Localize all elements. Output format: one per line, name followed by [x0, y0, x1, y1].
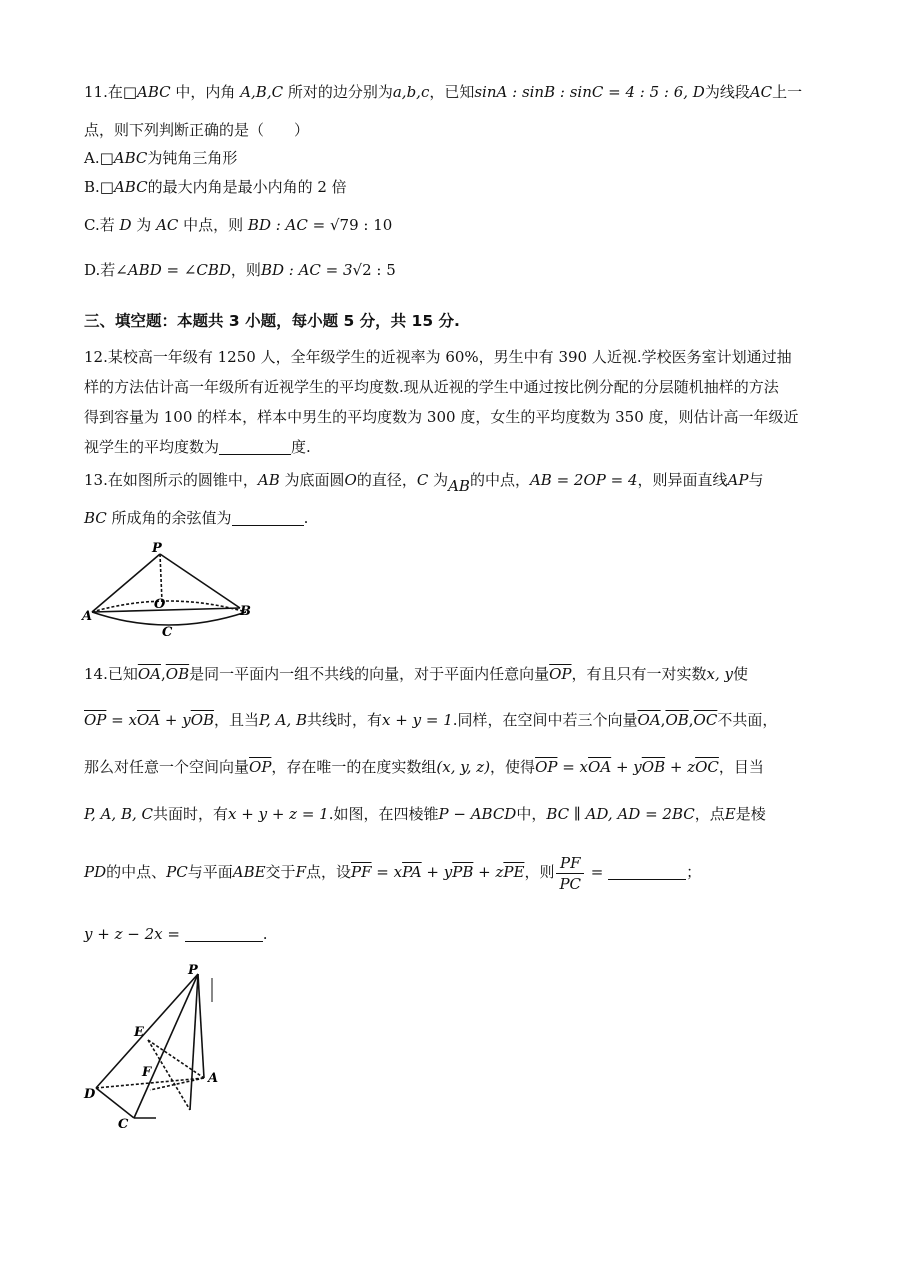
q14-vector: $\overline{OB}$ [165, 665, 190, 683]
q14-segment: PC [166, 863, 188, 881]
q14-segment: PD [84, 863, 107, 881]
q13-answer-blank[interactable] [232, 509, 304, 526]
pyramid-edge-pa [198, 974, 204, 1078]
option-angle: ∠ABD = ∠CBD [115, 261, 231, 279]
cone-diameter-ab [92, 608, 240, 612]
q14-text: 是棱 [735, 805, 766, 823]
option-expr: BD : AC = 3 [260, 261, 353, 279]
q14-plane: ABE [232, 863, 266, 881]
q14-text: ，目当 [718, 758, 764, 776]
pyramid-label-c: C [118, 1117, 129, 1130]
q13-text: 与 [748, 471, 764, 489]
q14-text: .如图，在四棱锥 [328, 805, 439, 823]
q12-line3: 得到容量为 100 的样本，样本中男生的平均度数为 300 度，女生的平均度数为 350 度，则估计高一年级近 [84, 408, 799, 426]
q12-line1: 12.某校高一年级有 1250 人，全年级学生的近视率为 60%，男生中有 390 人近视.学校医务室计划通过抽 [84, 348, 792, 366]
option-triangle: ABC [113, 178, 148, 196]
option-triangle: ABC [113, 149, 148, 167]
q14-pyramid: P − ABCD [438, 805, 517, 823]
pyramid-label-f: F [142, 1065, 152, 1080]
q11-text: ，已知 [429, 83, 475, 101]
q11-text: 上一 [772, 83, 803, 101]
q13-line2 [84, 506, 308, 530]
option-text: 为 [131, 216, 157, 234]
q12-line4 [84, 435, 311, 459]
pyramid-segment-ea [148, 1040, 204, 1078]
q14-text: 共面时，有 [153, 805, 229, 823]
q14-text: .同样，在空间中若三个向量 [452, 711, 638, 729]
q14-text: ； [686, 863, 702, 881]
q11-stem-line2: 点，则下列判断正确的是（ ） [84, 121, 310, 139]
q11-number: 11.在□ [84, 83, 138, 101]
cone-base-front-arc [92, 612, 246, 625]
q13-text: 所成角的余弦值为 [106, 509, 232, 527]
q13-point: O [344, 471, 357, 489]
q11-stem-line1 [84, 80, 802, 104]
option-label: C.若 [84, 216, 120, 234]
q14-vector: $\overline{OP}$ [84, 711, 107, 729]
q13-text: 为底面圆 [279, 471, 345, 489]
option-root: √79 [329, 216, 359, 234]
q14-text: , [161, 665, 166, 683]
cone-figure [80, 540, 260, 640]
q14-text: ，有且只有一对实数 [571, 665, 707, 683]
pyramid-edge-dc [96, 1088, 134, 1118]
q11-text: 所对的边分别为 [283, 83, 393, 101]
q14-line3 [84, 755, 764, 779]
q14-text: ，且当 [214, 711, 260, 729]
option-root: √2 [352, 261, 372, 279]
q14-vector: $\overline{PA}$ [402, 863, 422, 881]
cone-label-b: B [240, 604, 251, 619]
q14-answer-blank-2[interactable] [185, 925, 263, 942]
q14-line5 [84, 852, 701, 894]
option-text: ，则 [230, 261, 261, 279]
cone-edge-pa [92, 554, 160, 612]
q11-triangle: ABC [137, 83, 171, 101]
q14-vector: $\overline{OA}$ [588, 758, 612, 776]
pyramid-label-a: A [208, 1071, 219, 1086]
pyramid-label-p: P [188, 963, 198, 978]
q14-vector: $\overline{OC}$ [695, 758, 719, 776]
q14-expr: + y [611, 758, 642, 776]
pyramid-figure [80, 960, 240, 1130]
q14-text: = [586, 863, 609, 881]
q14-text: 不共面， [717, 711, 778, 729]
q11-option-c[interactable] [84, 213, 392, 237]
q14-answer-blank-1[interactable] [608, 863, 686, 880]
q12-line2: 样的方法估计高一年级所有近视学生的平均度数.现从近视的学生中通过按比例分配的分层随机抽样的方法 [84, 378, 779, 396]
q11-option-b[interactable] [84, 175, 347, 199]
q14-expr: x + y + z = 1 [228, 805, 329, 823]
option-label: A.□ [84, 149, 114, 167]
fraction-numerator: PF [556, 853, 584, 874]
cone-label-c: C [162, 625, 173, 640]
q14-expr: = x [557, 758, 589, 776]
q13-point: C [416, 471, 429, 489]
q13-text: 的直径， [356, 471, 417, 489]
q14-vector: $\overline{OP}$ [535, 758, 558, 776]
q14-text: . [262, 925, 268, 943]
option-text: 的最大内角是最小内角的 2 倍 [147, 178, 347, 196]
cone-height-po [160, 554, 162, 602]
q11-text: 为线段 [704, 83, 750, 101]
q14-expr: + y [421, 863, 453, 881]
pyramid-edge-pb [190, 974, 198, 1110]
q14-expr: = x [106, 711, 137, 729]
q14-text: 的中点、 [106, 863, 167, 881]
q14-vector: $\overline{OB}$ [190, 711, 215, 729]
pyramid-label-e: E [134, 1025, 144, 1040]
q11-ratio: sinA : sinB : sinC = 4 : 5 : 6, D [474, 83, 705, 101]
q14-vector: $\overline{OC}$ [693, 711, 718, 729]
q11-angles: A,B,C [240, 83, 284, 101]
option-segment: AC [156, 216, 179, 234]
q14-vector: $\overline{OB}$ [641, 758, 666, 776]
q14-line1 [84, 662, 748, 686]
q12-answer-blank[interactable] [219, 438, 291, 455]
q14-fraction [556, 853, 584, 894]
q14-expr: = x [371, 863, 403, 881]
q14-vars: x, y [706, 665, 734, 683]
option-text: 为钝角三角形 [147, 149, 238, 167]
q13-text: 13.在如图所示的圆锥中， [84, 471, 258, 489]
option-text: 中点，则 [178, 216, 248, 234]
pyramid-edge-pc [134, 974, 198, 1118]
q14-vector: $\overline{PF}$ [351, 863, 372, 881]
q13-text: 为 [428, 471, 449, 489]
cone-label-p: P [152, 541, 162, 556]
q14-vector: $\overline{OA}$ [136, 711, 161, 729]
q14-vector: $\overline{OA}$ [137, 665, 161, 683]
q14-text: 那么对任意一个空间向量 [84, 758, 250, 776]
option-point: D [119, 216, 132, 234]
q14-expr: + z [473, 863, 504, 881]
pyramid-segment-eb [148, 1040, 190, 1110]
q14-triple: (x, y, z) [436, 758, 491, 776]
q14-expr: x + y = 1 [382, 711, 453, 729]
q14-points: P, A, B [259, 711, 308, 729]
q14-vector: $\overline{OB}$ [665, 711, 689, 729]
q14-expr: y + z − 2x = [84, 925, 185, 943]
q14-text: 使 [733, 665, 749, 683]
q14-text: 交于 [265, 863, 296, 881]
q13-segment: BC [84, 509, 107, 527]
q12-text: 视学生的平均度数为 [84, 438, 220, 456]
q13-segment: AB [257, 471, 280, 489]
section-heading: 三、填空题：本题共 3 小题，每小题 5 分，共 15 分. [84, 312, 460, 330]
q11-text: 中，内角 [170, 83, 241, 101]
q14-text: 14.已知 [84, 665, 138, 683]
q14-vector: $\overline{OA}$ [637, 711, 661, 729]
q14-line2: $\overline{OP} = x\overline{OA} + y\overline{OB}$，且当P, A, B共线时，有x + y = 1.同样，在空间中若三个向量$\overline{OA},\overline{OB},\overline{OC}$不共面， [84, 711, 778, 729]
q14-text: ，使得 [490, 758, 536, 776]
q14-point: F [295, 863, 306, 881]
q12-unit: 度. [291, 438, 311, 456]
q14-expr: + z [665, 758, 696, 776]
option-label: D.若 [84, 261, 116, 279]
q14-points: P, A, B, C [84, 805, 153, 823]
q13-text: 的中点， [469, 471, 530, 489]
option-label: B.□ [84, 178, 114, 196]
q14-text: ，点 [694, 805, 725, 823]
q14-text: 点，设 [305, 863, 351, 881]
q14-text: 中， [516, 805, 547, 823]
q13-segment: AP [727, 471, 749, 489]
q14-vector: $\overline{OP}$ [249, 758, 272, 776]
fraction-denominator: PC [559, 874, 582, 893]
pyramid-label-d: D [84, 1087, 96, 1102]
q11-sides: a,b,c [392, 83, 430, 101]
q13-equation: AB = 2OP = 4 [529, 471, 638, 489]
q14-condition: BC ∥ AD, AD = 2BC [546, 805, 695, 823]
cone-label-a: A [82, 609, 93, 624]
q14-text: ，存在唯一的在度实数组 [271, 758, 437, 776]
q14-text: 共线时，有 [307, 711, 383, 729]
q14-point: E [724, 805, 736, 823]
option-expr: BD : AC = [247, 216, 330, 234]
q14-expr: + y [160, 711, 191, 729]
q11-segment: AC [749, 83, 773, 101]
q14-text: 与平面 [187, 863, 233, 881]
q11-option-a[interactable] [84, 146, 237, 170]
option-expr-tail: : 5 [371, 261, 396, 279]
q14-text: ，则 [524, 863, 555, 881]
q13-arc: AB [448, 477, 470, 495]
q13-text: . [303, 509, 309, 527]
q14-vector: $\overline{PE}$ [503, 863, 525, 881]
q14-vector: $\overline{OP}$ [549, 665, 572, 683]
q11-option-d[interactable] [84, 258, 396, 282]
q14-line6 [84, 922, 267, 946]
q14-vector: $\overline{PB}$ [452, 863, 474, 881]
q14-text: 是同一平面内一组不共线的向量，对于平面内任意向量 [189, 665, 550, 683]
q13-line1 [84, 468, 764, 495]
option-expr-tail: : 10 [358, 216, 393, 234]
q14-line4 [84, 802, 766, 826]
cone-edge-pb [160, 554, 240, 608]
cone-label-o: O [154, 597, 166, 612]
q13-text: ，则异面直线 [637, 471, 728, 489]
